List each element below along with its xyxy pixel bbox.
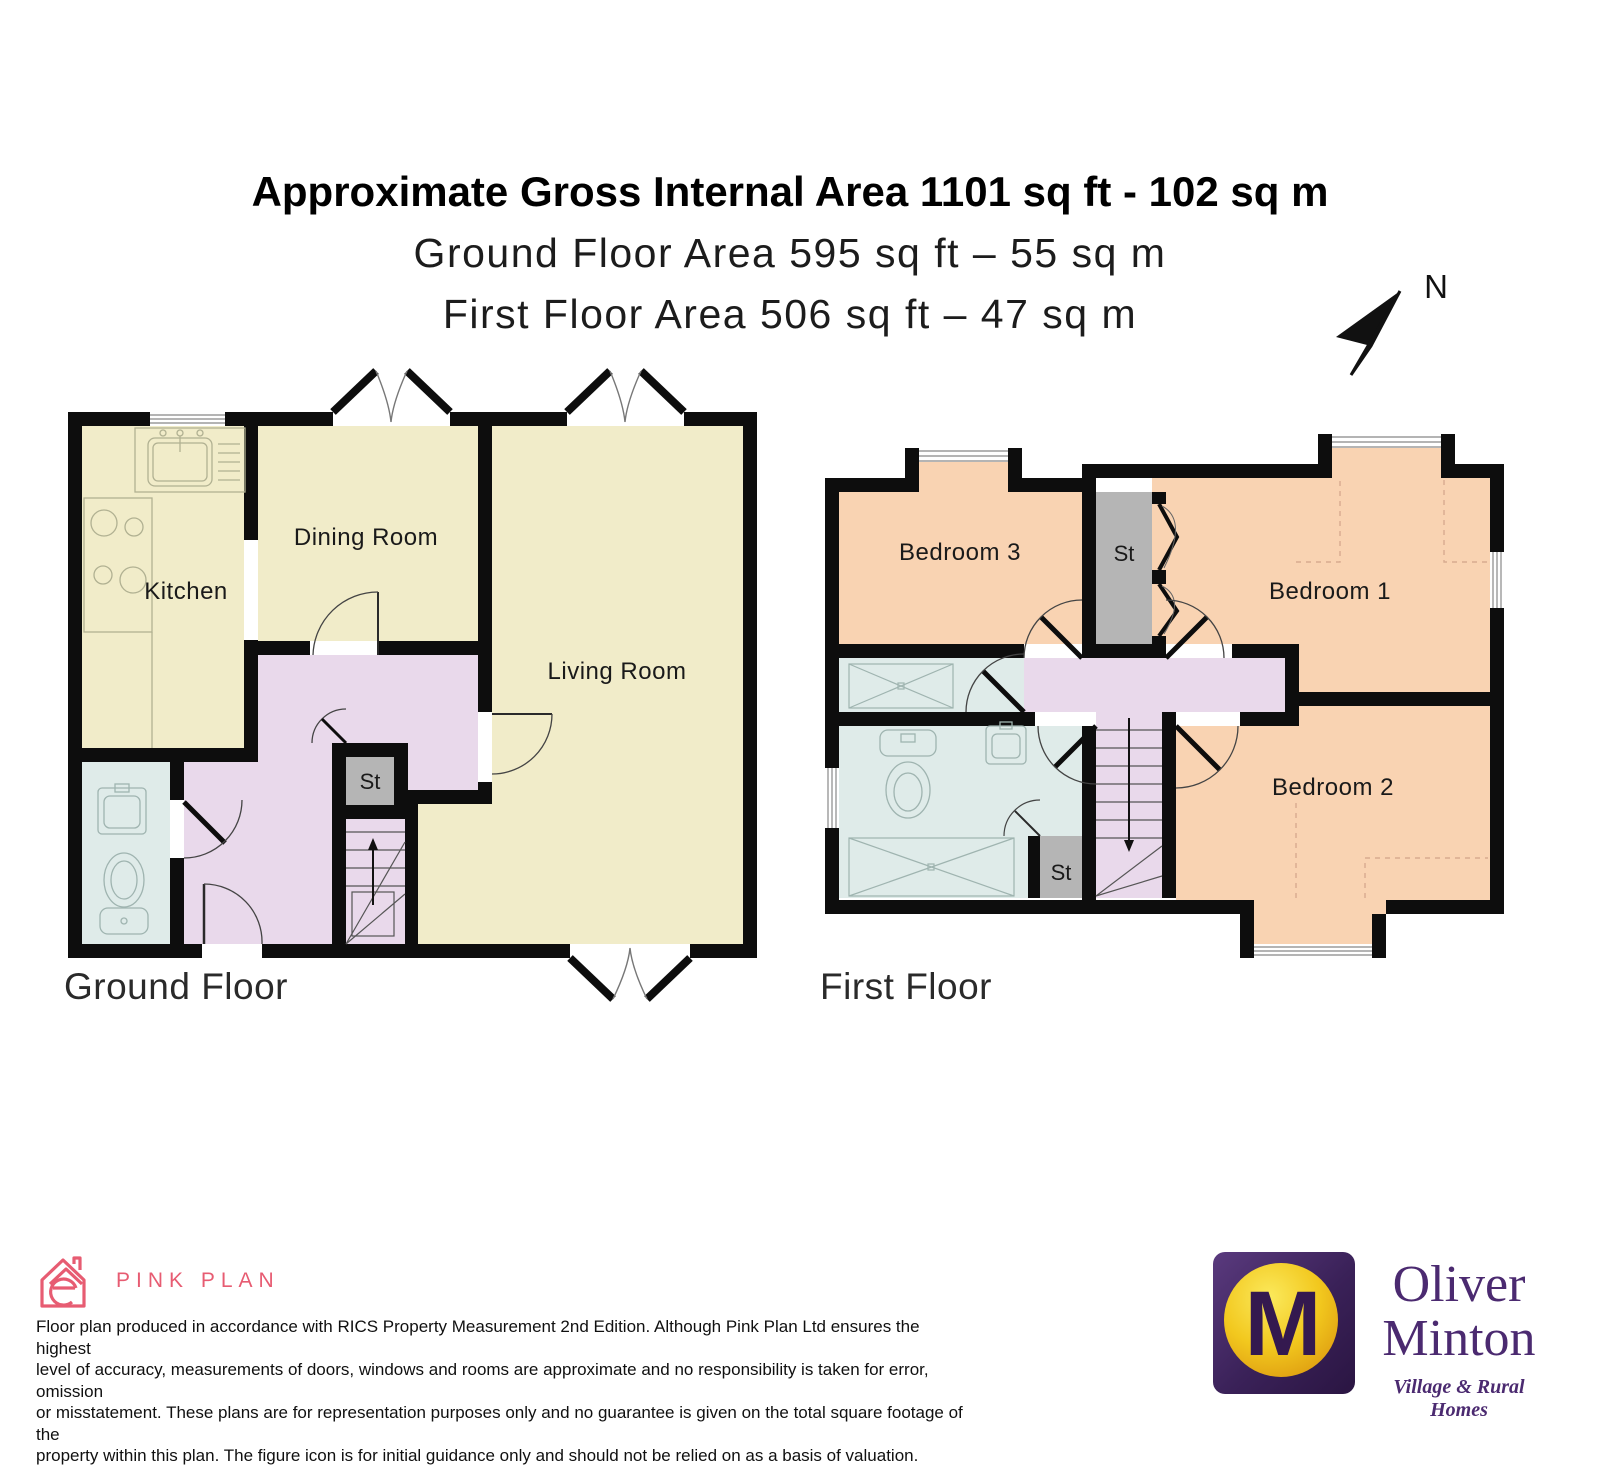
pink-plan-logo xyxy=(36,1250,280,1312)
bedroom1-dormer-window xyxy=(1332,437,1441,447)
kitchen-label: Kitchen xyxy=(144,578,228,605)
disclaimer-line: property within this plan. The figure icon is for initial guidance only and should not be relied on as a basis of valuation. xyxy=(36,1446,919,1465)
disclaimer-line: or misstatement. These plans are for representation purposes only and no guarantee is given on the total square footage of the xyxy=(36,1403,963,1444)
page-title: Approximate Gross Internal Area 1101 sq ft - 102 sq m xyxy=(251,168,1329,215)
monogram-letter: M xyxy=(1244,1273,1322,1375)
storage-bottom-label: St xyxy=(1050,860,1072,885)
bedroom3-label: Bedroom 3 xyxy=(899,539,1021,566)
living-bay-window-top xyxy=(567,371,684,422)
dining-bay-window xyxy=(333,371,450,422)
disclaimer-line: Floor plan produced in accordance with RICS Property Measurement 2nd Edition. Although Pink Plan Ltd ensures the highest xyxy=(36,1317,920,1358)
living-bay-window-bottom xyxy=(570,948,690,999)
ground-storage-label: St xyxy=(359,769,381,794)
north-indicator xyxy=(1330,268,1450,383)
oliver-minton-name xyxy=(1366,1258,1552,1422)
first-floor-plan xyxy=(815,428,1515,968)
storage-top-label: St xyxy=(1113,541,1135,566)
bedroom2-window xyxy=(1254,947,1372,955)
pink-plan-label: PINK PLAN xyxy=(116,1269,280,1292)
first-floor-area-subtitle: First Floor Area 506 sq ft – 47 sq m xyxy=(442,291,1138,337)
disclaimer-text xyxy=(36,1316,966,1467)
kitchen-window xyxy=(150,415,225,423)
agent-name-line1: Oliver xyxy=(1392,1256,1526,1313)
landing xyxy=(1024,658,1285,712)
bedroom2-label: Bedroom 2 xyxy=(1272,774,1394,801)
disclaimer-line: level of accuracy, measurements of doors, windows and rooms are approximate and no responsibility is taken for error, omission xyxy=(36,1360,929,1401)
living-room-label: Living Room xyxy=(547,658,687,685)
pink-plan-house-icon xyxy=(36,1250,94,1312)
agent-tagline: Village & Rural Homes xyxy=(1393,1376,1525,1421)
bedroom1-side-window xyxy=(1490,552,1504,608)
dining-room-label: Dining Room xyxy=(293,524,439,551)
bathroom-side-window xyxy=(825,768,839,828)
north-label: N xyxy=(1424,268,1448,305)
first-floor-caption: First Floor xyxy=(820,966,992,1007)
ground-floor-area-subtitle: Ground Floor Area 595 sq ft – 55 sq m xyxy=(413,230,1167,276)
ground-floor-plan xyxy=(55,360,770,1010)
bedroom1-label: Bedroom 1 xyxy=(1269,578,1391,605)
bedroom3-window xyxy=(919,451,1008,461)
ground-floor-caption: Ground Floor xyxy=(64,966,288,1007)
storage-top-area xyxy=(1096,492,1152,644)
agent-name-line2: Minton xyxy=(1382,1310,1536,1367)
oliver-minton-logo xyxy=(1213,1252,1355,1394)
oliver-minton-monogram-icon xyxy=(1213,1252,1355,1394)
